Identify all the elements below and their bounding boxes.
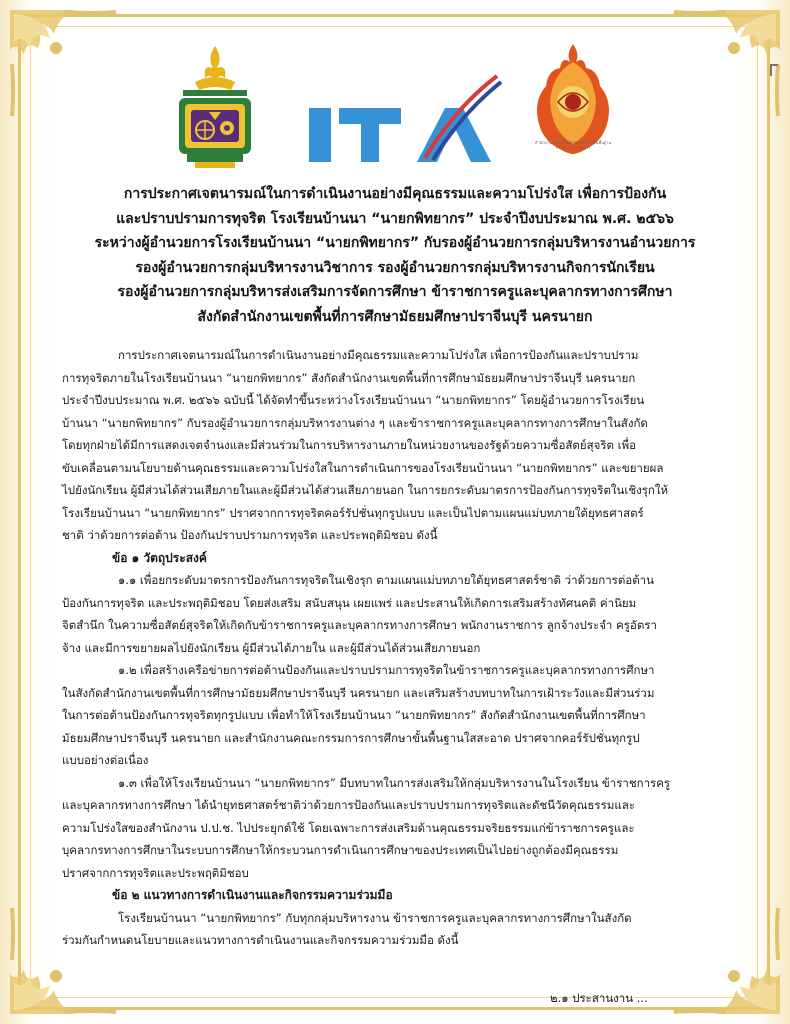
continuation-marker: ๒.๑ ประสานงาน ... xyxy=(550,991,648,1005)
intro-line: การประกาศเจตนารมณ์ในการดำเนินงานอย่างมีคุณธรรมและความโปร่งใส เพื่อการป้องกันและปราบปราม xyxy=(118,348,639,362)
objective-line: แบบอย่างต่อเนื่อง xyxy=(62,753,149,767)
title-line: การประกาศเจตนารมณ์ในการดำเนินงานอย่างมีคุณธรรมและความโปร่งใส เพื่อการป้องกัน xyxy=(123,186,667,202)
intro-line: โดยทุกฝ่ายได้มีการแสดงเจตจำนงและมีส่วนร่วมในการบริหารงานภายในหน่วยงานของรัฐด้วยความซื่อสัตย์สุจริต เพื่อ xyxy=(62,438,637,452)
announcement-body xyxy=(62,344,742,952)
objective-line: ๑.๓ เพื่อให้โรงเรียนบ้านนา “นายกพิทยากร” มีบทบาทในการส่งเสริมให้กลุ่มบริหารงานในโรงเรียน ข้าราชการครู xyxy=(118,775,671,790)
objective-line: ความโปร่งใสของสำนักงาน ป.ป.ช. ไปประยุกต์ใช้ โดยเฉพาะการส่งเสริมด้านคุณธรรมจริยธรรมแก่ข้าราชการครูและ xyxy=(62,820,635,835)
obec-seal-icon xyxy=(528,40,618,170)
intro-line: การทุจริตภายในโรงเรียนบ้านนา “นายกพิทยากร” สังกัดสำนักงานเขตพื้นที่การศึกษามัธยมศึกษาปราจีนบุรี นครนายก xyxy=(62,370,636,385)
objective-line: ๑.๒ เพื่อสร้างเครือข่ายการต่อต้านป้องกันและปราบปรามการทุจริตในข้าราชการครูและบุคลากรทางการศึกษา xyxy=(118,663,655,677)
announcement-title xyxy=(60,182,730,329)
objective-line: ในสังกัดสำนักงานเขตพื้นที่การศึกษามัธยมศึกษาปราจีนบุรี นครนายก และเสริมสร้างบทบาทในการเฝ้าระวังและมีส่วนร่วม xyxy=(62,685,655,700)
guideline-line: โรงเรียนบ้านนา “นายกพิทยากร” กับทุกกลุ่มบริหารงาน ข้าราชการครูและบุคลากรทางการศึกษาในสังกัด xyxy=(118,910,632,925)
objective-line: บุคลากรทางการศึกษาในระบบการศึกษาให้กระบวนการดำเนินการศึกษาของประเทศเป็นไปอย่างถูกต้องมีคุณธรรม xyxy=(62,843,619,857)
intro-line: ประจำปีงบประมาณ พ.ศ. ๒๕๖๖ ฉบับนี้ ได้จัดทำขึ้นระหว่างโรงเรียนบ้านนา “นายกพิทยากร” โดยผู้อำนวยการโรงเรียน xyxy=(62,393,645,407)
objective-line: ป้องกันการทุจริต และประพฤติมิชอบ โดยส่งเสริม สนับสนุน เผยแพร่ และประสานให้เกิดการเสริมสร้างทัศนคติ ค่านิยม xyxy=(62,595,637,610)
intro-line: ชาติ ว่าด้วยการต่อต้าน ป้องกันปราบปรามการทุจริต และประพฤติมิชอบ ดังนี้ xyxy=(62,528,438,542)
section-heading: ข้อ ๑ วัตถุประสงค์ xyxy=(112,550,207,565)
guideline-line: ร่วมกันกำหนดนโยบายและแนวทางการดำเนินงานและกิจกรรมความร่วมมือ ดังนี้ xyxy=(62,933,459,947)
intro-line: บ้านนา “นายกพิทยากร” กับรองผู้อำนวยการกลุ่มบริหารงานต่าง ๆ และข้าราชการครูและบุคลากรทางการศึกษาในสังกัด xyxy=(62,415,648,430)
title-line: สังกัดสำนักงานเขตพื้นที่การศึกษามัธยมศึกษาปราจีนบุรี นครนายก xyxy=(197,308,593,325)
objective-line: มัธยมศึกษาปราจีนบุรี นครนายก และสำนักงานคณะกรรมการการศึกษาขั้นพื้นฐานใสสะอาด ปราศจากคอร์รัปชั่นทุกรูป xyxy=(62,730,640,745)
objective-line: จิตสำนึก ในความซื่อสัตย์สุจริตให้เกิดกับข้าราชการครูและบุคลากรทางการศึกษา พนักงานราชการ ลูกจ้างประจำ ครูอัตรา xyxy=(62,618,657,632)
header-logos xyxy=(0,40,790,170)
title-line: รองผู้อำนวยการกลุ่มบริหารส่งเสริมการจัดการศึกษา ข้าราชการครูและบุคลากรทางการศึกษา xyxy=(117,284,673,300)
objective-line: และบุคลากรทางการศึกษา ได้นำยุทธศาสตร์ชาติว่าด้วยการป้องกันและปราบปรามการทุจริตและดัชนีวัดคุณธรรมและ xyxy=(62,798,635,812)
intro-line: ขับเคลื่อนตามนโยบายด้านคุณธรรมและความโปร่งใสในการดำเนินการของโรงเรียนบ้านนา “นายกพิทยากร” และขยายผล xyxy=(62,460,664,475)
title-line: และปราบปรามการทุจริต โรงเรียนบ้านนา “นายกพิทยากร” ประจำปีงบประมาณ พ.ศ. ๒๕๖๖ xyxy=(116,210,674,227)
objective-line: จ้าง และมีการขยายผลไปยังนักเรียน ผู้มีส่วนได้ภายใน และผู้มีส่วนได้ส่วนเสียภายนอก xyxy=(62,640,481,655)
intro-line: ไปยังนักเรียน ผู้มีส่วนได้ส่วนเสียภายในและผู้มีส่วนได้ส่วนเสียภายนอก ในการยกระดับมาตรการป้องกันการทุจริตในเชิงรุกให้ xyxy=(62,483,669,497)
seal-caption: สำนักงานคณะกรรมการการศึกษาขั้นพื้นฐาน กระทรวงศึกษาธิการ xyxy=(534,140,612,150)
objective-line: ปราศจากการทุจริตและประพฤติมิชอบ xyxy=(62,865,249,880)
ita-logo xyxy=(305,68,505,178)
section-heading: ข้อ ๒ แนวทางการดำเนินงานและกิจกรรมความร่วมมือ xyxy=(112,888,393,902)
title-line: รองผู้อำนวยการกลุ่มบริหารงานวิชาการ รองผู้อำนวยการกลุ่มบริหารงานกิจการนักเรียน xyxy=(135,259,655,276)
objective-line: ในการต่อต้านป้องกันการทุจริตทุกรูปแบบ เพื่อทำให้โรงเรียนบ้านนา “นายกพิทยากร” สังกัดสำนักงานเขตพื้นที่การศึกษา xyxy=(62,708,646,722)
objective-line: ๑.๑ เพื่อยกระดับมาตรการป้องกันการทุจริตในเชิงรุก ตามแผนแม่บทภายใต้ยุทธศาสตร์ชาติ ว่าด้วยการต่อต้าน xyxy=(118,573,654,587)
intro-line: โรงเรียนบ้านนา “นายกพิทยากร” ปราศจากการทุจริตคอร์รัปชั่นทุกรูปแบบ และเป็นไปตามแผนแม่บทภายใต้ยุทธศาสตร์ xyxy=(62,505,644,520)
ministry-emblem-icon xyxy=(165,42,265,170)
title-line: ระหว่างผู้อำนวยการโรงเรียนบ้านนา “นายกพิทยากร” กับรองผู้อำนวยการกลุ่มบริหารงานอำนวยการ xyxy=(94,235,696,251)
